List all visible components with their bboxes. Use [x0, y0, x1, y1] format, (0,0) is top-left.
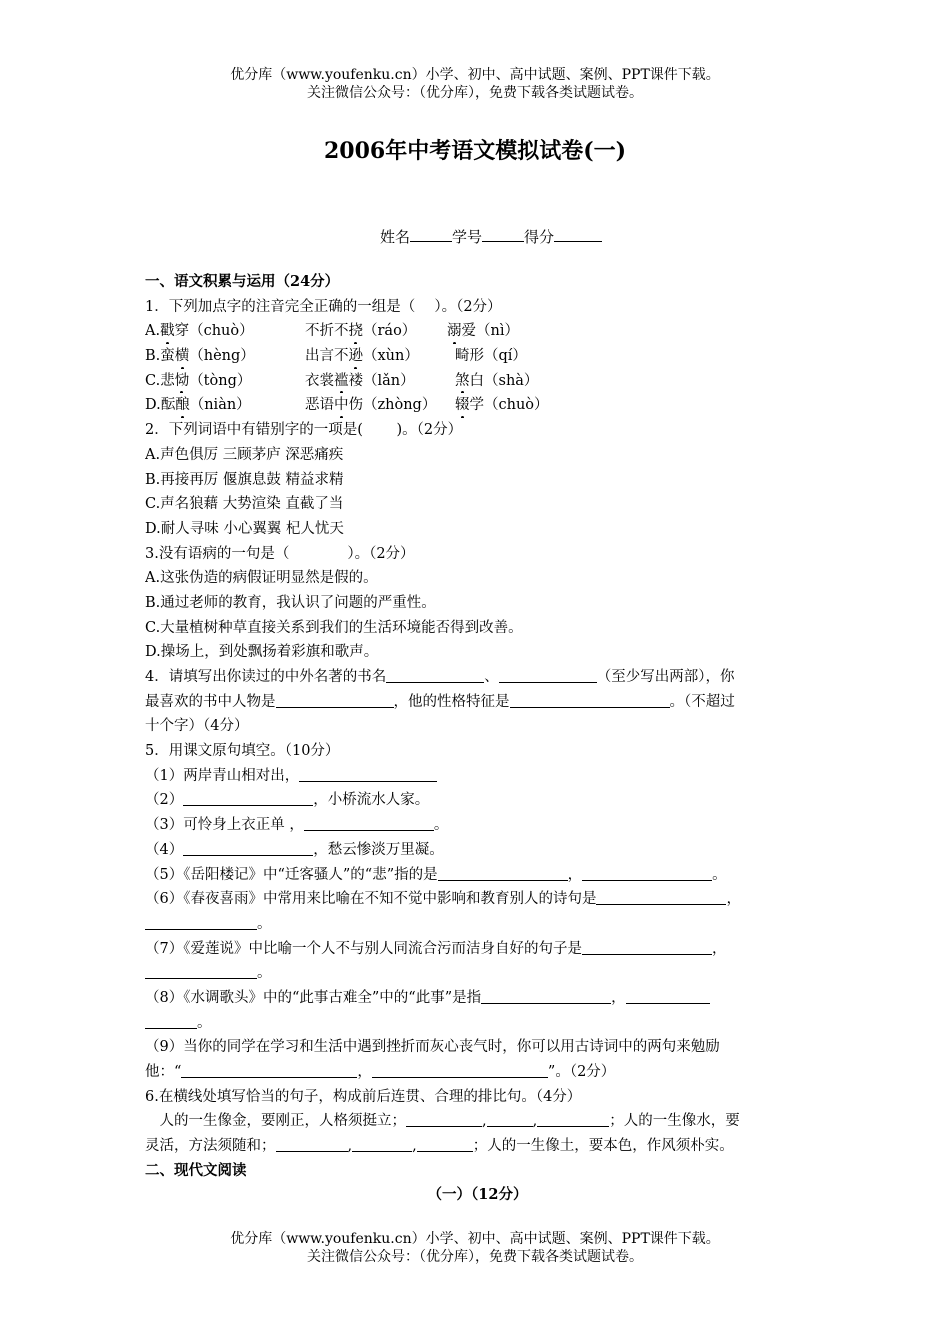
answer-blank [145, 915, 257, 930]
q5-item-6-cont: 。 [145, 912, 810, 937]
q3-stem: 3.没有语病的一句是（ ）。（2分） [145, 545, 415, 562]
answer-blank [596, 890, 726, 905]
answer-blank [183, 841, 313, 856]
answer-blank [304, 816, 434, 831]
page-title: 2006年中考语文模拟试卷(一) [323, 138, 627, 164]
answer-blank [183, 791, 313, 806]
footer-line-2: 关注微信公众号：（优分库），免费下载各类试题试卷。 [307, 1249, 643, 1265]
answer-blank [145, 964, 257, 979]
dotted-char: 酿 [175, 393, 190, 418]
dotted-char: 辍 [455, 393, 470, 418]
q6-stem: 6.在横线处填写恰当的句子，构成前后连贯、合理的排比句。（4分） [145, 1088, 582, 1105]
page-header [0, 66, 950, 102]
footer-line-1: 优分库（www.youfenku.cn）小学、初中、高中试题、案例、PPT课件下载。 [230, 1231, 720, 1247]
dotted-char: 恸 [175, 369, 190, 394]
q1-option-b: B.蛮横（hèng） 出言不逊（xùn） 畸形（qí） [145, 344, 810, 369]
q2-option-a: A.声色俱厉 三顾茅庐 深恶痛疾 [145, 446, 344, 463]
header-line-2: 关注微信公众号：（优分库），免费下载各类试题试卷。 [307, 85, 643, 101]
page-footer [0, 1230, 950, 1266]
q5-item-9: （9）当你的同学在学习和生活中遇到挫折而灰心丧气时，你可以用古诗词中的两句来勉励 [145, 1039, 720, 1056]
answer-blank [181, 1063, 357, 1078]
name-blank [410, 227, 452, 242]
answer-blank [626, 989, 710, 1004]
q1-stem: 1．下列加点字的注音完全正确的一组是（ ）。（2分） [145, 298, 502, 315]
dotted-char: 褴 [334, 369, 349, 394]
dotted-char: 溺 [447, 319, 462, 344]
answer-blank [582, 940, 712, 955]
score-label: 得分 [524, 228, 555, 246]
answer-blank [417, 1137, 473, 1152]
q5-item-2: （2） ，小桥流水人家。 [145, 792, 430, 809]
header-line-1: 优分库（www.youfenku.cn）小学、初中、高中试题、案例、PPT课件下载。 [230, 67, 720, 83]
id-label: 学号 [452, 228, 483, 246]
q3-option-a: A.这张伪造的病假证明显然是假的。 [145, 570, 378, 587]
dotted-char: 挠 [349, 319, 364, 344]
q4-line-3: 十个字）（4分） [145, 718, 249, 735]
q1-option-c: C.悲恸（tòng） 衣裳褴褛（lǎn） 煞白（shà） [145, 369, 810, 394]
q5-item-8-cont: 。 [145, 1011, 810, 1036]
dotted-char: 横 [175, 344, 190, 369]
q3-option-d: D.操场上，到处飘扬着彩旗和歌声。 [145, 644, 379, 661]
q5-item-5: （5）《岳阳楼记》中“迁客骚人”的“悲”指的是 ， 。 [145, 866, 727, 883]
dotted-char: 逊 [349, 344, 364, 369]
dotted-char: 中 [334, 393, 349, 418]
q3-option-b: B.通过老师的教育，我认识了问题的严重性。 [145, 594, 436, 611]
section2-heading: 二、现代文阅读 [145, 1161, 247, 1179]
exam-body [145, 270, 810, 1208]
answer-blank [582, 866, 712, 881]
q2-option-d: D.耐人寻味 小心翼翼 杞人忧天 [145, 520, 344, 537]
q6-line-1: 人的一生像金，要刚正，人格须挺立； , , ；人的一生像水，要 [145, 1113, 740, 1130]
answer-blank [372, 1063, 548, 1078]
q5-item-1: （1）两岸青山相对出， [145, 764, 810, 789]
id-blank [482, 227, 524, 242]
q2-stem: 2．下列词语中有错别字的一项是( )。（2分） [145, 422, 463, 439]
answer-blank [352, 1137, 412, 1152]
answer-blank [406, 1112, 482, 1127]
q3-option-c: C.大量植树种草直接关系到我们的生活环境能否得到改善。 [145, 619, 523, 636]
student-info [380, 226, 602, 247]
q5-item-4: （4） ，愁云惨淡万里凝。 [145, 841, 444, 858]
q4-line-1: 4．请填写出你读过的中外名著的书名 、 （至少写出两部），你 [145, 669, 735, 685]
q2-option-c: C.声名狼藉 大势渲染 直截了当 [145, 496, 344, 513]
answer-blank [481, 989, 611, 1004]
q5-item-7: （7）《爱莲说》中比喻一个人不与别人同流合污而洁身自好的句子是 ， [145, 940, 727, 957]
score-blank [554, 227, 602, 242]
q2-option-b: B.再接再厉 偃旗息鼓 精益求精 [145, 471, 344, 488]
answer-blank [276, 693, 394, 708]
q4-line-2: 最喜欢的书中人物是 ，他的性格特征是 。（不超过 [145, 693, 735, 710]
dotted-char: 戳 [160, 319, 175, 344]
q5-item-6: （6）《春夜喜雨》中常用来比喻在不知不觉中影响和教育别人的诗句是 ， [145, 891, 741, 908]
answer-blank [537, 1112, 609, 1127]
answer-blank [499, 668, 597, 683]
q5-item-9-cont: 他：“ ， ”。（2分） [145, 1064, 616, 1080]
answer-blank [299, 767, 437, 782]
answer-blank [386, 668, 484, 683]
answer-blank [438, 866, 568, 881]
q5-item-8: （8）《水调歌头》中的“此事古难全”中的“此事”是指 ， [145, 986, 810, 1011]
section1-heading: 一、语文积累与运用（24分） [145, 273, 340, 290]
q1-option-d: D.酝酿（niàn） 恶语中伤（zhòng） 辍学（chuò） [145, 393, 810, 418]
dotted-char: 煞 [455, 369, 470, 394]
q5-item-7-cont: 。 [145, 961, 810, 986]
answer-blank [487, 1112, 533, 1127]
answer-blank [276, 1137, 348, 1152]
name-label: 姓名 [380, 228, 411, 246]
answer-blank [145, 1014, 197, 1029]
answer-blank [510, 693, 670, 708]
q1-option-a: A.戳穿（chuò） 不折不挠（ráo） 溺爱（nì） [145, 319, 810, 344]
q6-line-2: 灵活，方法须随和； , , ；人的一生像土，要本色，作风须朴实。 [145, 1138, 734, 1155]
section2-subheading: （一）（12分） [427, 1186, 528, 1204]
q5-stem: 5．用课文原句填空。（10分） [145, 743, 340, 760]
q5-item-3: （3）可怜身上衣正单 ， 。 [145, 817, 449, 834]
